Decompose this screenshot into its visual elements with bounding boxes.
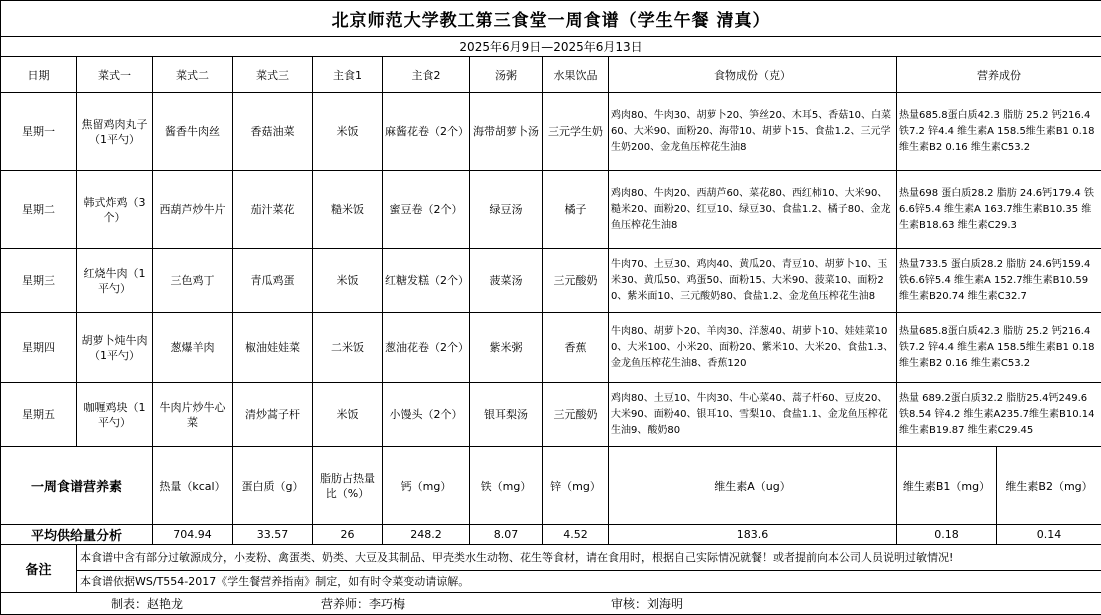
col-zinc: 锌（mg） — [543, 447, 609, 525]
avg-zinc: 4.52 — [543, 525, 609, 545]
fruit-cell: 三元酸奶 — [543, 249, 609, 313]
remarks-standard-note: 本食谱依据WS/T554-2017《学生餐营养指南》制定，如有时令菜变动请谅解。 — [77, 571, 1101, 593]
staple2-cell: 小馒头（2个） — [383, 383, 470, 447]
signature-cell — [1, 593, 1101, 615]
header-row — [1, 57, 1101, 93]
col-fat-ratio: 脂肪占热量比（%） — [313, 447, 383, 525]
avg-energy: 704.94 — [153, 525, 233, 545]
staple1-cell: 米饭 — [313, 93, 383, 171]
header-staple1: 主食1 — [313, 57, 383, 93]
col-vitamin-b2: 维生素B2（mg） — [997, 447, 1101, 525]
avg-protein: 33.57 — [233, 525, 313, 545]
dish3-cell: 茄汁菜花 — [233, 171, 313, 249]
soup-cell: 绿豆汤 — [470, 171, 543, 249]
nutrition-cell: 热量 689.2蛋白质32.2 脂肪25.4钙249.6 铁8.54 锌4.2 维生素A235.7维生素B10.14 维生素B19.87 维生素C29.45 — [897, 383, 1101, 447]
ingredients-cell: 牛肉80、胡萝卜20、羊肉30、洋葱40、胡萝卜10、娃娃菜100、大米100、小米20、面粉20、紫米10、大米20、食盐1.3、金龙鱼压榨花生油8、香蕉120 — [609, 313, 897, 383]
staple1-cell: 米饭 — [313, 383, 383, 447]
header-nutrition: 营养成份 — [897, 57, 1101, 93]
fruit-cell: 橘子 — [543, 171, 609, 249]
staple2-cell: 葱油花卷（2个） — [383, 313, 470, 383]
avg-fat-ratio: 26 — [313, 525, 383, 545]
staple1-cell: 二米饭 — [313, 313, 383, 383]
soup-cell: 海带胡萝卜汤 — [470, 93, 543, 171]
ingredients-cell: 鸡肉80、土豆10、牛肉30、牛心菜40、蒿子杆60、豆皮20、大米90、面粉40、银耳10、雪梨10、食盐1.1、金龙鱼压榨花生油9、酸奶80 — [609, 383, 897, 447]
dish1-cell: 咖喱鸡块（1平勺） — [77, 383, 153, 447]
header-dish3: 菜式三 — [233, 57, 313, 93]
staple2-cell: 麻酱花卷（2个） — [383, 93, 470, 171]
day-row-thursday — [1, 313, 1101, 383]
weekly-nutrients-label: 一周食谱营养素 — [1, 447, 153, 525]
dish2-cell: 西葫芦炒牛片 — [153, 171, 233, 249]
dish1-cell: 胡萝卜炖牛肉（1平勺） — [77, 313, 153, 383]
col-calcium: 钙（mg） — [383, 447, 470, 525]
dish2-cell: 三色鸡丁 — [153, 249, 233, 313]
maker-signature: 制表：赵艳龙 — [111, 595, 321, 612]
staple1-cell: 米饭 — [313, 249, 383, 313]
nutrition-cell: 热量685.8蛋白质42.3 脂肪 25.2 钙216.4 铁7.2 锌4.4 维生素A 158.5维生素B1 0.18 维生素B2 0.16 维生素C53.2 — [897, 93, 1101, 171]
dish3-cell: 椒油娃娃菜 — [233, 313, 313, 383]
weekly-nutrients-row — [1, 447, 1101, 525]
staple2-cell: 红糖发糕（2个） — [383, 249, 470, 313]
day-label: 星期一 — [1, 93, 77, 171]
staple2-cell: 蜜豆卷（2个） — [383, 171, 470, 249]
soup-cell: 紫米粥 — [470, 313, 543, 383]
remarks-row-1 — [1, 545, 1101, 571]
dish2-cell: 葱爆羊肉 — [153, 313, 233, 383]
col-protein: 蛋白质（g） — [233, 447, 313, 525]
remarks-allergen-note: 本食谱中含有部分过敏源成分，小麦粉、禽蛋类、奶类、大豆及其制品、甲壳类水生动物、花生等食材，请在食用时，根据自己实际情况就餐！或者提前向本公司人员说明过敏情况! — [77, 545, 1101, 571]
remarks-label: 备注 — [1, 545, 77, 593]
dish1-cell: 韩式炸鸡（3个） — [77, 171, 153, 249]
avg-calcium: 248.2 — [383, 525, 470, 545]
day-row-tuesday — [1, 171, 1101, 249]
average-row — [1, 525, 1101, 545]
date-range: 2025年6月9日—2025年6月13日 — [1, 37, 1101, 57]
col-iron: 铁（mg） — [470, 447, 543, 525]
reviewer-signature: 审核：刘海明 — [611, 595, 683, 612]
fruit-cell: 三元学生奶 — [543, 93, 609, 171]
ingredients-cell: 鸡肉80、牛肉20、西葫芦60、菜花80、西红柿10、大米90、糙米20、面粉20、红豆10、绿豆30、食盐1.2、橘子80、金龙鱼压榨花生油8 — [609, 171, 897, 249]
header-staple2: 主食2 — [383, 57, 470, 93]
day-label: 星期二 — [1, 171, 77, 249]
header-dish1: 菜式一 — [77, 57, 153, 93]
dish3-cell: 清炒蒿子杆 — [233, 383, 313, 447]
day-label: 星期五 — [1, 383, 77, 447]
soup-cell: 银耳梨汤 — [470, 383, 543, 447]
header-ingredients: 食物成份（克） — [609, 57, 897, 93]
day-label: 星期四 — [1, 313, 77, 383]
nutritionist-signature: 营养师：李巧梅 — [321, 595, 611, 612]
dish2-cell: 酱香牛肉丝 — [153, 93, 233, 171]
col-vitamin-b1: 维生素B1（mg） — [897, 447, 997, 525]
soup-cell: 菠菜汤 — [470, 249, 543, 313]
col-vitamin-a: 维生素A（ug） — [609, 447, 897, 525]
remarks-row-2 — [1, 571, 1101, 593]
avg-vitamin-b2: 0.14 — [997, 525, 1101, 545]
nutrition-cell: 热量733.5 蛋白质28.2 脂肪 24.6钙159.4 铁6.6锌5.4 维生素A 152.7维生素B10.59 维生素B20.74 维生素C32.7 — [897, 249, 1101, 313]
ingredients-cell: 牛肉70、土豆30、鸡肉40、黄瓜20、青豆10、胡萝卜10、玉米30、黄瓜50、鸡蛋50、面粉15、大米90、菠菜10、面粉20、紫米面10、三元酸奶80、食盐1.2、金龙鱼压榨花生油8 — [609, 249, 897, 313]
avg-iron: 8.07 — [470, 525, 543, 545]
header-fruit: 水果饮品 — [543, 57, 609, 93]
ingredients-cell: 鸡肉80、牛肉30、胡萝卜20、笋丝20、木耳5、香菇10、白菜60、大米90、面粉20、海带10、胡萝卜15、食盐1.2、三元学生奶200、金龙鱼压榨花生油8 — [609, 93, 897, 171]
header-date: 日期 — [1, 57, 77, 93]
avg-vitamin-b1: 0.18 — [897, 525, 997, 545]
dish2-cell: 牛肉片炒牛心菜 — [153, 383, 233, 447]
staple1-cell: 糙米饭 — [313, 171, 383, 249]
col-energy: 热量（kcal） — [153, 447, 233, 525]
dish1-cell: 红烧牛肉（1平勺） — [77, 249, 153, 313]
header-dish2: 菜式二 — [153, 57, 233, 93]
avg-vitamin-a: 183.6 — [609, 525, 897, 545]
nutrition-cell: 热量685.8蛋白质42.3 脂肪 25.2 钙216.4 铁7.2 锌4.4 维生素A 158.5维生素B1 0.18 维生素B2 0.16 维生素C53.2 — [897, 313, 1101, 383]
fruit-cell: 三元酸奶 — [543, 383, 609, 447]
dish3-cell: 香菇油菜 — [233, 93, 313, 171]
signature-row — [1, 593, 1101, 615]
average-label: 平均供给量分析 — [1, 525, 153, 545]
nutrition-cell: 热量698 蛋白质28.2 脂肪 24.6钙179.4 铁6.6锌5.4 维生素A 163.7维生素B10.35 维生素B18.63 维生素C29.3 — [897, 171, 1101, 249]
header-soup: 汤粥 — [470, 57, 543, 93]
fruit-cell: 香蕉 — [543, 313, 609, 383]
day-row-wednesday — [1, 249, 1101, 313]
day-label: 星期三 — [1, 249, 77, 313]
page-title: 北京师范大学教工第三食堂一周食谱（学生午餐 清真） — [1, 1, 1101, 37]
day-row-monday — [1, 93, 1101, 171]
dish3-cell: 青瓜鸡蛋 — [233, 249, 313, 313]
dish1-cell: 焦留鸡肉丸子（1平勺） — [77, 93, 153, 171]
day-row-friday — [1, 383, 1101, 447]
